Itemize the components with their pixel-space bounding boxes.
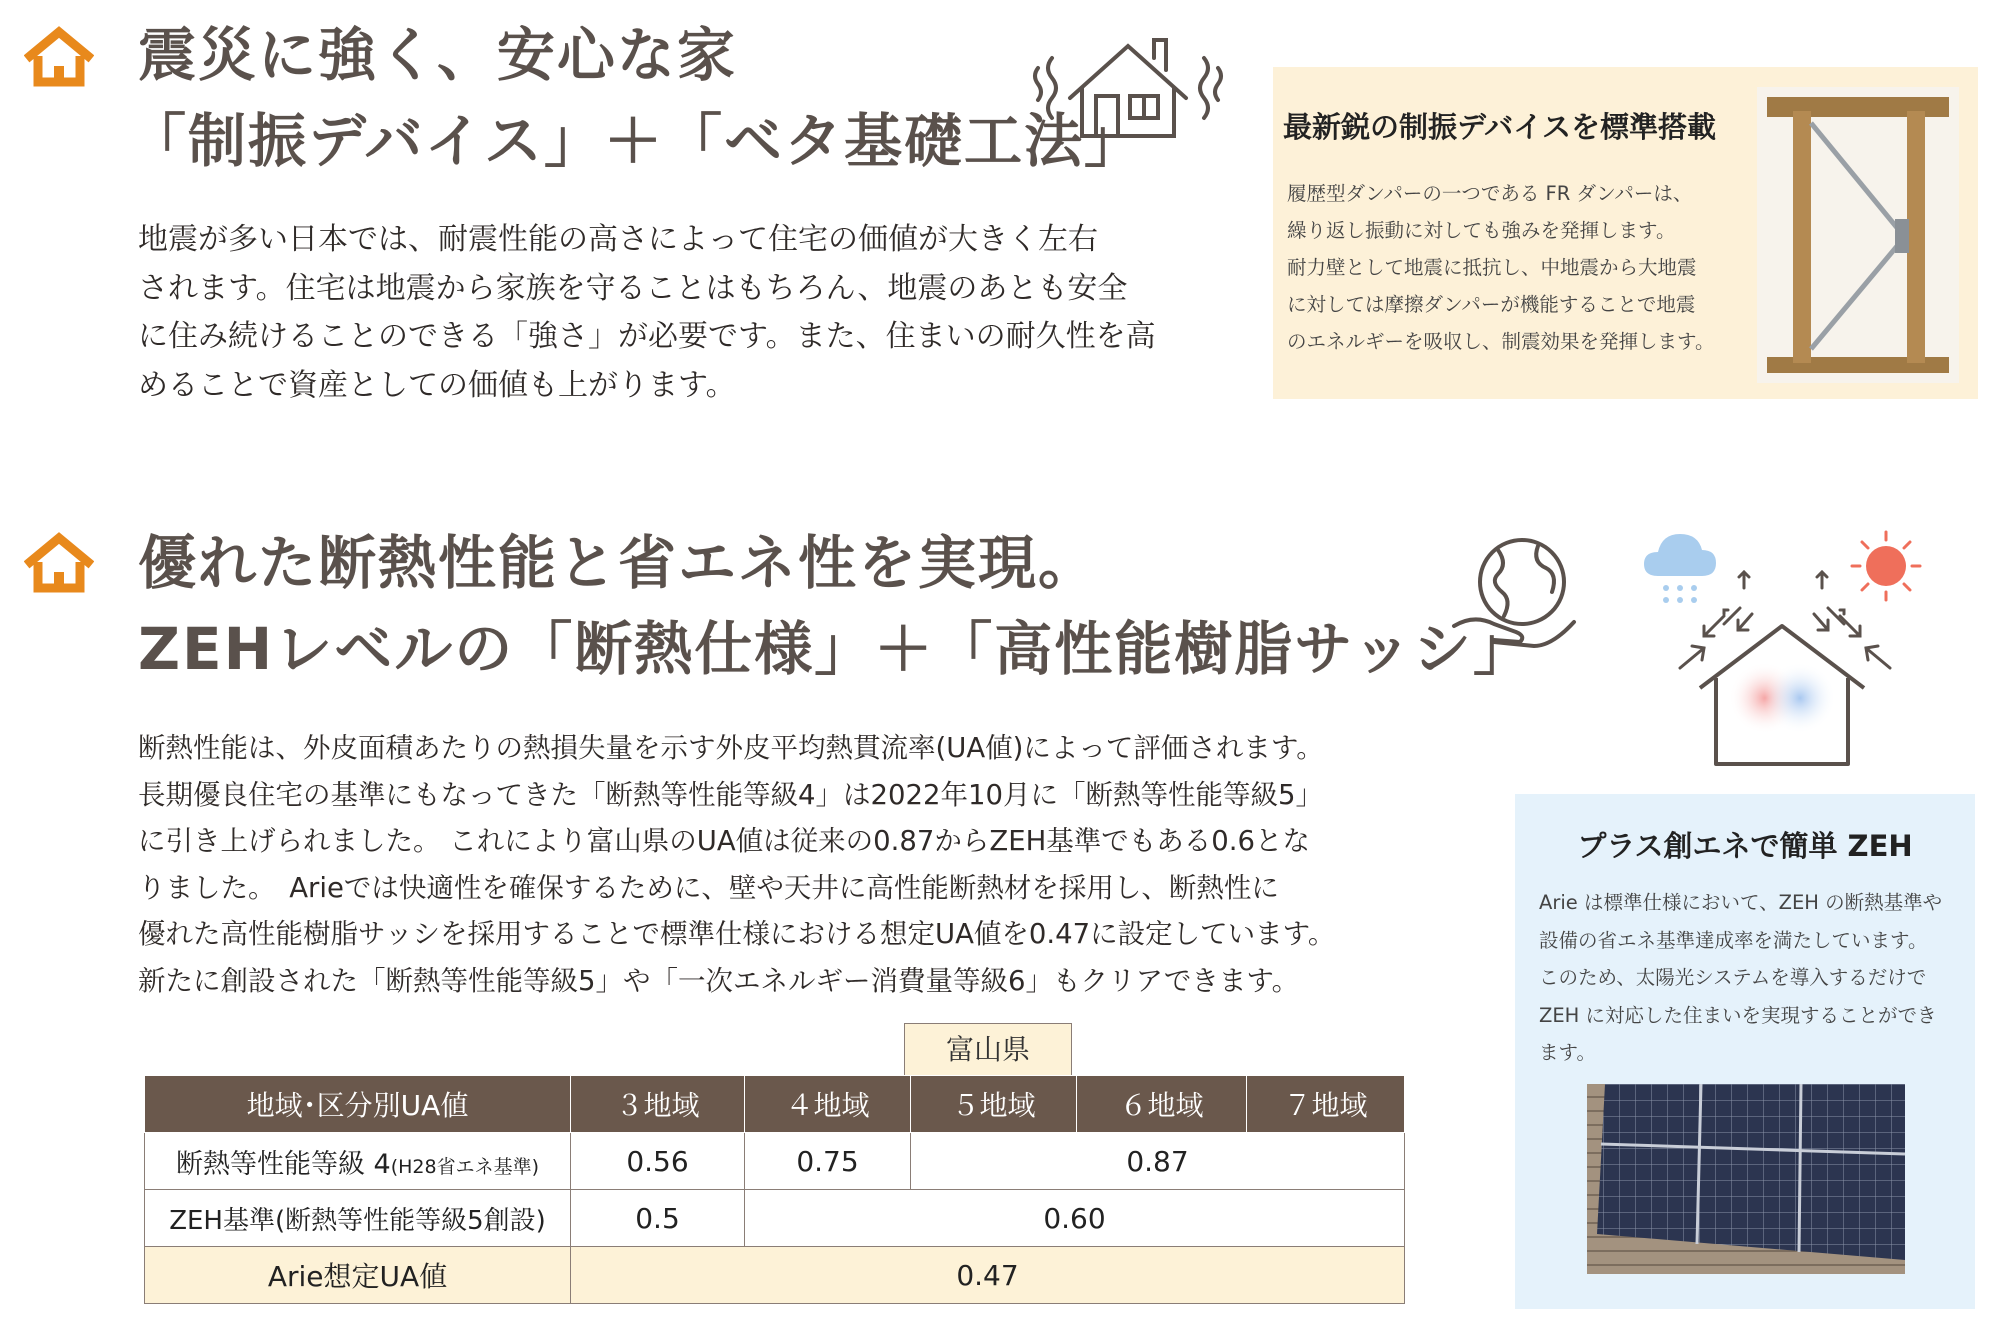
home-icon [24, 532, 94, 594]
section1-body-line: めることで資産としての価値も上がります。 [138, 367, 736, 403]
solar-panel-photo [1587, 1084, 1905, 1274]
zeh-box-line: ZEH に対応した住まいを実現することができ [1539, 1003, 1937, 1027]
section1-heading-line2: 「制振デバイス」＋「ベタ基礎工法」 [128, 107, 1144, 175]
section2-body-line: 長期優良住宅の基準にもなってきた「断熱等性能等級4」は2022年10月に「断熱等性能等級5」 [138, 778, 1323, 811]
damper-box-title: 最新鋭の制振デバイスを標準搭載 [1283, 110, 1716, 144]
insulation-house-icon [1640, 528, 1940, 768]
damper-box-line: 履歴型ダンパーの一つである FR ダンパーは、 [1287, 182, 1693, 205]
section2-body [138, 725, 1335, 1004]
table-cell: 0.56 [571, 1133, 745, 1190]
damper-box-line: に対しては摩擦ダンパーが機能することで地震 [1287, 293, 1696, 316]
damper-info-box [1273, 67, 1978, 399]
damper-box-line: 繰り返し振動に対しても強みを発揮します。 [1287, 219, 1676, 242]
table-row [145, 1247, 1405, 1304]
zeh-box-line: ます。 [1539, 1041, 1596, 1064]
table-header-cell: ３地域 [571, 1076, 745, 1133]
table-row [145, 1133, 1405, 1190]
table-header-cell: ６地域 [1077, 1076, 1247, 1133]
row-label: Arie想定UA値 [145, 1247, 571, 1304]
section2-body-line: に引き上げられました。 これにより富山県のUA値は従来の0.87からZEH基準でもある0.6とな [138, 825, 1311, 857]
section2-heading-line2: ZEHレベルの「断熱仕様」＋「高性能樹脂サッシ」 [138, 615, 1534, 683]
zeh-box-line: Arie は標準仕様において、ZEH の断熱基準や [1539, 891, 1943, 914]
section1-body [138, 216, 1156, 410]
table-row [145, 1190, 1405, 1247]
zeh-box-line: 設備の省エネ基準達成率を満たしています。 [1539, 928, 1928, 952]
shaking-house-icon [1030, 28, 1226, 148]
table-cell: 0.87 [911, 1133, 1405, 1190]
section1-body-line: に住み続けることのできる「強さ」が必要です。また、住まいの耐久性を高 [138, 319, 1156, 354]
row-label [145, 1133, 571, 1190]
table-cell: 0.5 [571, 1190, 745, 1247]
damper-frame-photo [1757, 87, 1959, 383]
damper-box-line: 耐力壁として地震に抵抗し、中地震から大地震 [1287, 256, 1697, 279]
table-header-cell: ５地域 [911, 1076, 1077, 1133]
zeh-info-box [1515, 794, 1975, 1309]
section2-heading-line1: 優れた断熱性能と省エネ性を実現。 [138, 529, 1099, 597]
zeh-box-title: プラス創エネで簡単 ZEH [1577, 829, 1913, 863]
section2-body-line: 新たに創設された「断熱等性能等級5」や「一次エネルギー消費量等級6」もクリアできます。 [138, 964, 1300, 997]
table-header-cell: 地域･区分別UA値 [145, 1076, 571, 1133]
row-label-small: (H28省エネ基準) [390, 1155, 540, 1178]
home-icon [24, 26, 94, 88]
section2-body-line: りました。 Arieでは快適性を確保するために、壁や天井に高性能断熱材を採用し、断熱性に [138, 871, 1279, 904]
section1-body-line: 地震が多い日本では、耐震性能の高さによって住宅の価値が大きく左右 [138, 222, 1098, 257]
table-cell: 0.60 [745, 1190, 1405, 1247]
ua-value-table [144, 1075, 1405, 1304]
table-header-row [145, 1076, 1405, 1133]
section2-body-line: 優れた高性能樹脂サッシを採用することで標準仕様における想定UA値を0.47に設定しています。 [138, 918, 1336, 950]
zeh-box-line: このため、太陽光システムを導入するだけで [1539, 966, 1927, 989]
zeh-box-text [1539, 884, 1942, 1072]
damper-box-line: のエネルギーを吸収し、制震効果を発揮します。 [1287, 330, 1715, 353]
table-cell: 0.75 [745, 1133, 911, 1190]
damper-box-text [1287, 175, 1714, 360]
section1-heading-line1: 震災に強く、安心な家 [138, 21, 737, 89]
section1-body-line: されます。住宅は地震から家族を守ることはもちろん、地震のあとも安全 [138, 270, 1128, 306]
toyama-highlight-label: 富山県 [904, 1023, 1072, 1076]
table-cell: 0.47 [571, 1247, 1405, 1304]
globe-hand-icon [1448, 530, 1586, 656]
table-header-cell: ７地域 [1247, 1076, 1405, 1133]
row-label-main: 断熱等性能等級 4 [175, 1148, 391, 1180]
row-label: ZEH基準(断熱等性能等級5創設) [145, 1190, 571, 1247]
table-header-cell: ４地域 [745, 1076, 911, 1133]
section2-body-line: 断熱性能は、外皮面積あたりの熱損失量を示す外皮平均熱貫流率(UA値)によって評価されます。 [138, 732, 1324, 764]
